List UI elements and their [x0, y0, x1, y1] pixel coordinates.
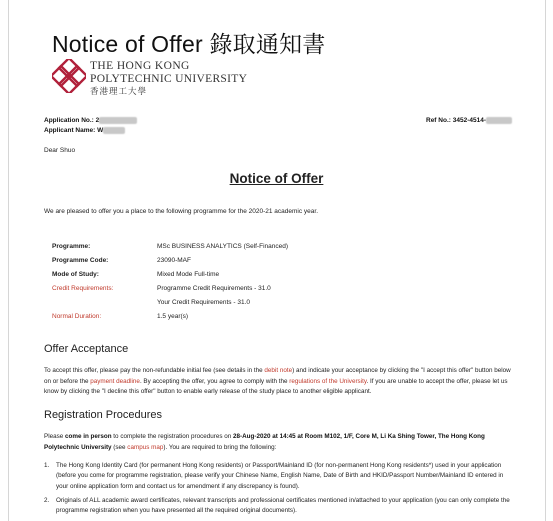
ref-no: Ref No.: 3452-4514-: [426, 117, 512, 124]
logo-name-line1: THE HONG KONG: [90, 60, 190, 72]
polyu-logo: [52, 58, 248, 96]
required-documents-list: [44, 461, 516, 520]
letter-title: Notice of Offer: [229, 171, 324, 186]
application-no: Application No.: 2: [44, 117, 137, 124]
campus-map-link[interactable]: campus map: [127, 443, 164, 451]
logo-name-chinese: 香港理工大學: [90, 86, 148, 96]
list-item: 1. The Hong Kong Identity Card (for permanent Hong Kong residents) or Passport/Mainland ID (for non-permanent Hong Kong residents*) used in your application (before you come for programme registration, please verify your Chinese Name, English Name, Date of Birth and HKID/Passport Number/Mainland ID entered in your online application form and contact us for amendment if any discrepancy is found).: [44, 462, 504, 490]
credit-requirements-label[interactable]: Credit Requirements:: [52, 285, 114, 292]
registration-procedures-heading: Registration Procedures: [44, 409, 163, 421]
logo-name-line2: POLYTECHNIC UNIVERSITY: [90, 72, 248, 85]
normal-duration-value: 1.5 year(s): [157, 313, 189, 320]
list-item: 2. Originals of ALL academic award certificates, relevant transcripts and professional certificates mentioned in/attached to your application (you can only complete the programme registration when you have presented all the required original documents).: [44, 496, 510, 515]
your-credit-value: Your Credit Requirements - 31.0: [157, 299, 250, 306]
programme-label: Programme:: [52, 243, 91, 250]
page-title: Notice of Offer 錄取通知書: [52, 31, 326, 57]
debit-note-link[interactable]: debit note: [264, 367, 293, 374]
redacted-application-no: [99, 117, 137, 124]
mode-of-study-label: Mode of Study:: [52, 271, 99, 278]
registration-text: Please come in person to complete the registration procedures on 28-Aug-2020 at 14:45 at Room M102, 1/F, Core M, Li Ka Shing Tower, The Hong Kong Polytechnic University (see campus map). You are required to bring the following:: [44, 433, 485, 451]
intro-text: We are pleased to offer you a place to the following programme for the 2020-21 academic year.: [44, 208, 319, 215]
redacted-ref-no: [486, 117, 512, 124]
regulations-link[interactable]: regulations of the University: [289, 377, 367, 385]
normal-duration-label[interactable]: Normal Duration:: [52, 313, 102, 320]
programme-credit-value: Programme Credit Requirements - 31.0: [157, 285, 271, 292]
programme-code-label: Programme Code:: [52, 257, 109, 264]
polyu-emblem-icon: [52, 59, 86, 93]
programme-code-value: 23090-MAF: [157, 257, 191, 264]
greeting: Dear Shuo: [44, 147, 76, 154]
mode-of-study-value: Mixed Mode Full-time: [157, 271, 220, 278]
offer-acceptance-text: To accept this offer, please pay the non-refundable initial fee (see details in the debit note) and indicate your acceptance by clicking the "I accept this offer" button below on or before the payment deadline. By accepting the offer, you agree to comply with the regulations of the University. If you are unable to accept the offer, please let us know by clicking the "I decline this offer" button to enable early release of the study place to another eligible applicant.: [44, 367, 511, 395]
programme-value: MSc BUSINESS ANALYTICS (Self-Financed): [157, 243, 289, 250]
applicant-name: Applicant Name: W: [44, 127, 125, 134]
redacted-applicant-name: [103, 127, 125, 134]
offer-acceptance-heading: Offer Acceptance: [44, 343, 129, 355]
payment-deadline-link[interactable]: payment deadline: [90, 377, 140, 385]
page-left-edge: [8, 0, 9, 521]
page-right-edge: [545, 0, 546, 521]
